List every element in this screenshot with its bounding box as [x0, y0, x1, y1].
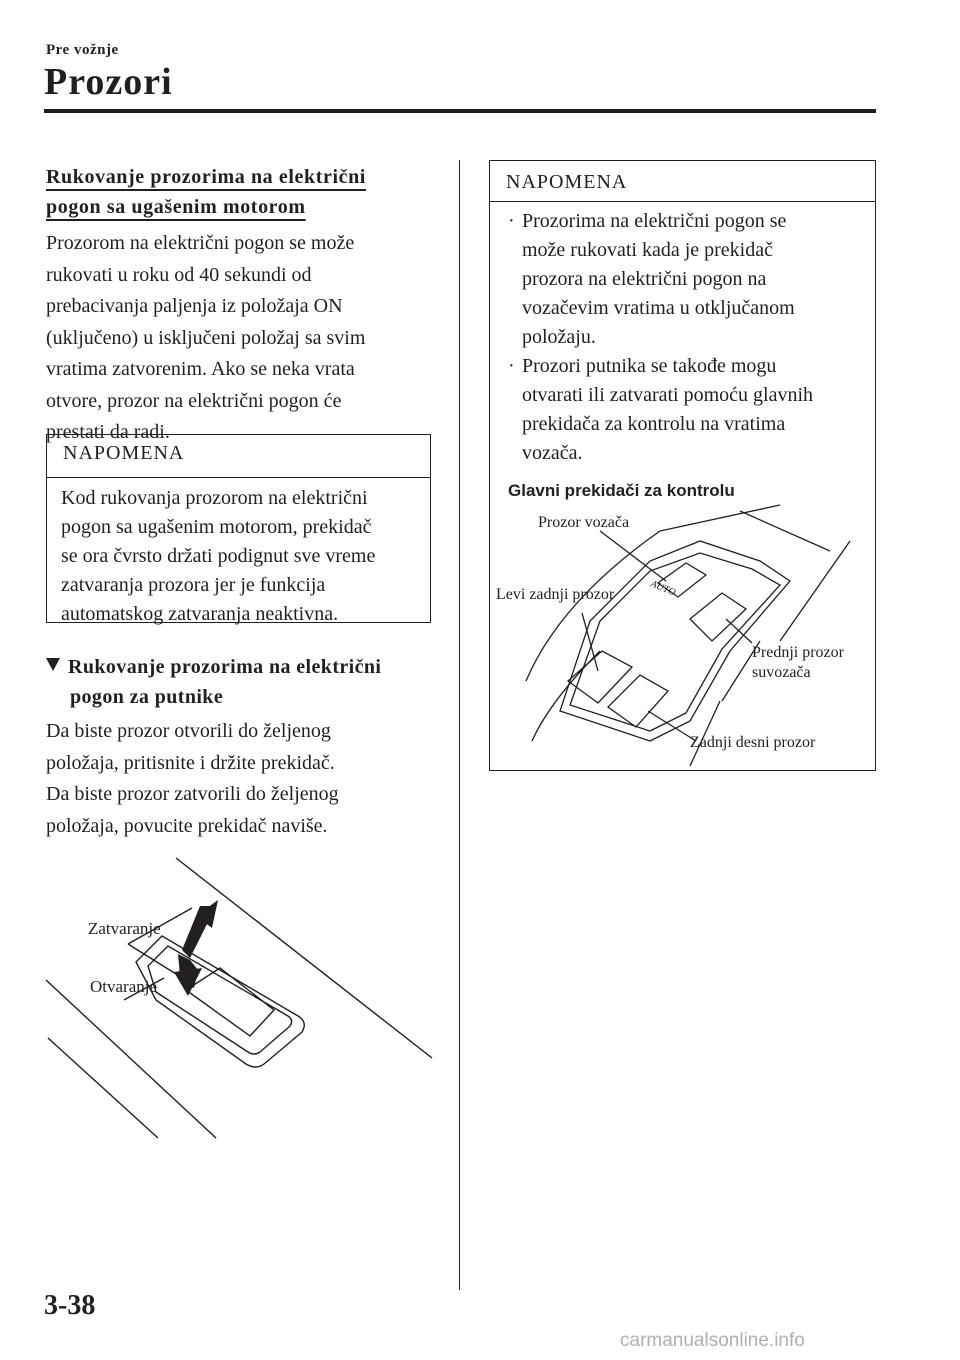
subsection-heading-line1: Rukovanje prozorima na električni: [46, 166, 366, 188]
paragraph-line: položaja, pritisnite i držite prekidač.: [46, 751, 335, 774]
bullet-line: Prozorima na električni pogon se: [522, 210, 787, 232]
note-body: [47, 478, 430, 629]
passenger-paragraph: [46, 716, 436, 842]
label-driver-window: Prozor vozača: [538, 514, 630, 531]
paragraph-line: Prozorom na električni pogon se može: [46, 232, 355, 254]
bullet-line: može rukovati kada je prekidač: [522, 239, 773, 261]
door-panel-line: [48, 1038, 158, 1138]
title-rule: [44, 109, 876, 113]
bullet-line: položaju.: [522, 326, 596, 348]
label-rear-right-window: Zadnji desni prozor: [690, 734, 816, 751]
paragraph-line: rukovati u roku od 40 sekundi od: [46, 263, 312, 286]
switch-button: [186, 968, 274, 1036]
switch-panel-inner: [570, 553, 780, 731]
figure-caption: Glavni prekidači za kontrolu: [508, 481, 735, 500]
panel-line: [780, 541, 850, 641]
section-heading-line2: pogon za putnike: [70, 686, 224, 708]
paragraph-line: Da biste prozor zatvorili do željenog: [46, 783, 339, 805]
leader-driver: [600, 531, 666, 581]
note-bullet: [490, 352, 875, 468]
paragraph-line: (uključeno) u isključeni položaj sa svim: [46, 326, 366, 349]
paragraph-line: Da biste prozor otvorili do željenog: [46, 720, 331, 742]
watermark: carmanualsonline.info: [620, 1330, 805, 1351]
bullet-line: prozora na električni pogon na: [522, 268, 767, 290]
triangle-bullet-icon: [46, 658, 60, 671]
auto-label: AUTO: [648, 578, 678, 599]
section-heading-passengers: [46, 652, 436, 712]
panel-line: [740, 511, 830, 551]
bullet-line: vozača.: [522, 442, 583, 464]
note-line: se ora čvrsto držati podignut sve vreme: [61, 545, 376, 567]
page-number: 3-38: [44, 1290, 96, 1321]
bullet-line: vozačevim vratima u otključanom: [522, 297, 795, 319]
page-title: Prozori: [44, 61, 173, 103]
bullet-line: Prozori putnika se takođe mogu: [522, 355, 777, 377]
note-line: automatskog zatvaranja neaktivna.: [61, 603, 339, 625]
panel-edge: [532, 651, 600, 741]
paragraph-line: vratima zatvorenim. Ako se neka vrata: [46, 358, 355, 380]
paragraph-line: prebacivanja paljenja iz položaja ON: [46, 295, 343, 317]
paragraph-line: položaja, povucite prekidač naviše.: [46, 814, 328, 837]
note-bullet: [490, 207, 875, 352]
label-rear-left-window: Levi zadnji prozor: [496, 586, 615, 603]
paragraph-line: otvore, prozor na električni pogon će: [46, 389, 342, 412]
column-divider: [459, 160, 460, 1290]
note-line: Kod rukovanja prozorom na električni: [61, 487, 368, 509]
label-close: Zatvaranje: [88, 919, 161, 938]
section-heading-line1: Rukovanje prozorima na električni: [68, 656, 382, 678]
section-label: Pre vožnje: [46, 42, 119, 58]
bullet-dot-icon: ·: [508, 210, 515, 232]
paragraph-line: prestati da radi.: [46, 421, 170, 443]
subsection-heading-line2: pogon sa ugašenim motorom: [46, 196, 306, 218]
engine-off-paragraph: [46, 228, 436, 449]
bullet-dot-icon: ·: [508, 355, 515, 377]
note-title: NAPOMENA: [506, 171, 628, 193]
note-line: zatvaranja prozora jer je funkcija: [61, 574, 326, 596]
note-title: NAPOMENA: [63, 442, 185, 464]
label-front-passenger-1: Prednji prozor: [752, 644, 844, 661]
note-body: [490, 202, 875, 468]
bullet-line: prekidača za kontrolu na vratima: [522, 413, 786, 435]
bullet-line: otvarati ili zatvarati pomoću glavnih: [522, 384, 814, 406]
note-box-right: [489, 160, 876, 771]
note-box-left: [46, 434, 431, 623]
passenger-switch-illustration: [40, 850, 440, 1150]
label-open: Otvaranje: [90, 977, 158, 996]
switch-bezel: [136, 936, 304, 1067]
master-switch-illustration: [490, 501, 875, 766]
note-line: pogon sa ugašenim motorom, prekidač: [61, 516, 372, 538]
front-passenger-switch: [690, 593, 746, 641]
leader-rear-right: [648, 711, 696, 741]
subsection-heading: [46, 162, 406, 222]
label-front-passenger-2: suvozača: [752, 664, 811, 681]
leader-line-close: [128, 944, 176, 974]
panel-line: [660, 505, 780, 531]
